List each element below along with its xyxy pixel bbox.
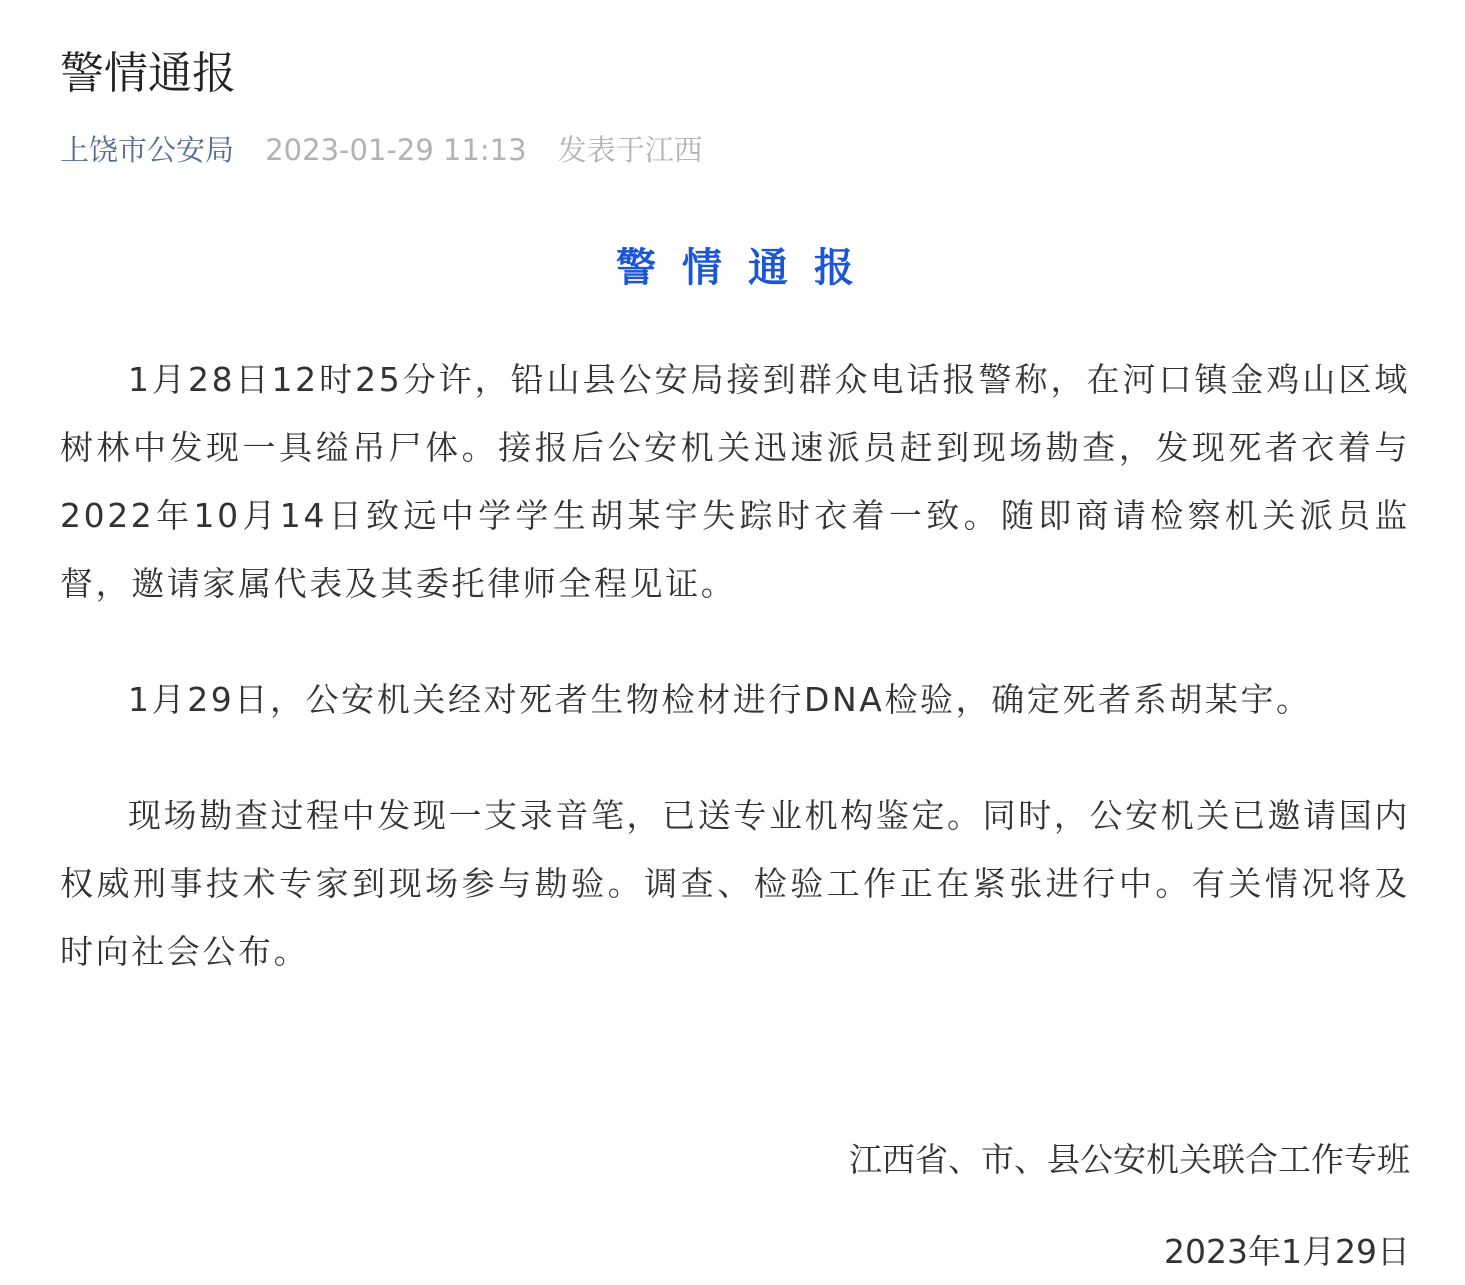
article-meta: [60, 130, 703, 170]
publish-time: 2023-01-29 11:13: [265, 133, 527, 167]
account-name-link[interactable]: 上饶市公安局: [60, 133, 235, 167]
article-title: 警情通报: [60, 48, 236, 99]
notice-paragraph-3: 现场勘查过程中发现一支录音笔，已送专业机构鉴定。同时，公安机关已邀请国内权威刑事技术专家到现场参与勘验。调查、检验工作正在紧张进行中。有关情况将及时向社会公布。: [60, 796, 1410, 971]
signature-organization: 江西省、市、县公安机关联合工作专班: [849, 1140, 1410, 1179]
notice-heading: 警情通报: [616, 245, 880, 291]
notice-paragraph-2: 1月29日，公安机关经对死者生物检材进行DNA检验，确定死者系胡某宇。: [128, 680, 1312, 719]
notice-paragraph-1: 1月28日12时25分许，铅山县公安局接到群众电话报警称，在河口镇金鸡山区域树林中发现一具缢吊尸体。接报后公安机关迅速派员赶到现场勘查，发现死者衣着与2022年10月14日致远中学学生胡某宇失踪时衣着一致。随即商请检察机关派员监督，邀请家属代表及其委托律师全程见证。: [60, 360, 1410, 603]
publish-location: 发表于江西: [557, 133, 703, 167]
signature-date: 2023年1月29日: [1164, 1232, 1410, 1271]
